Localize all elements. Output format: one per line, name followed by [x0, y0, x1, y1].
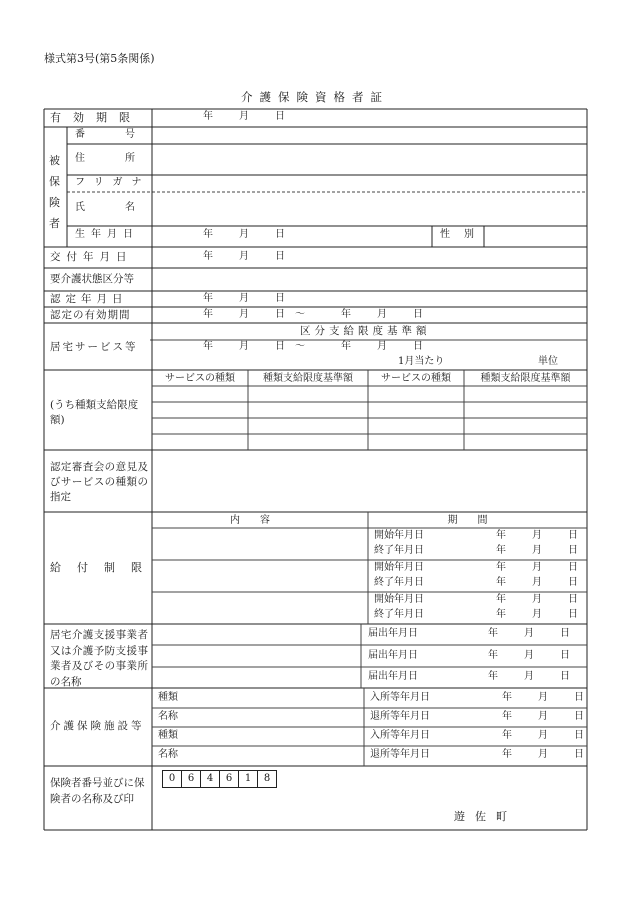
insurer-label: 保険者番号並びに保険者の名称及び印 — [50, 777, 145, 805]
insurer-digit-5: 1 — [238, 770, 258, 788]
discharge-date-label-1: 退所等年月日 — [370, 711, 430, 722]
unit-label: 単位 — [538, 356, 558, 367]
form-number: 様式第3号(第5条関係) — [44, 52, 155, 65]
support-provider-label: 居宅介護支援事業者又は介護予防支援事業者及びその事業所の名称 — [50, 629, 148, 688]
notification-date-label-1: 届出年月日 — [368, 628, 418, 639]
period-header: 期間 — [447, 515, 508, 526]
document-title: 介護保険資格者証 — [241, 90, 389, 104]
start-date-value: 年 月 日 — [496, 594, 578, 605]
insurer-digit-3: 4 — [200, 770, 220, 788]
insurer-digit-1: 0 — [162, 770, 182, 788]
issue-date-label: 交付年月日 — [50, 251, 133, 263]
committee-opinion-label: 認定審査会の意見及びサービスの種類の指定 — [50, 461, 148, 503]
admission-date-value-2[interactable]: 年 月 日 — [502, 730, 584, 741]
type-limit-header-1: 種類支給限度基準額 — [263, 373, 353, 384]
birthdate-value[interactable]: 年 月 日 — [203, 229, 285, 240]
service-type-header-1: サービスの種類 — [165, 373, 235, 384]
insurer-digit-4: 6 — [219, 770, 239, 788]
end-date-label: 終了年月日 — [374, 609, 424, 620]
per-month-label: 1月当たり — [398, 356, 445, 367]
start-date-label: 開始年月日 — [374, 562, 424, 573]
insurer-digit-2: 6 — [181, 770, 201, 788]
furigana-label: フリガナ — [75, 177, 151, 188]
discharge-date-value-2[interactable]: 年 月 日 — [502, 749, 584, 760]
address-label: 住所 — [75, 153, 175, 164]
end-date-value: 年 月 日 — [496, 577, 578, 588]
validity-date[interactable]: 年 月 日 — [203, 111, 285, 122]
insurer-digit-6: 8 — [257, 770, 277, 788]
type-limit-label: (うち種類支給限度額) — [50, 399, 139, 426]
end-date-label: 終了年月日 — [374, 545, 424, 556]
limit-header: 区分支給限度基準額 — [300, 325, 431, 337]
notification-date-value-1[interactable]: 年 月 日 — [488, 628, 570, 639]
facility-name-1: 名称 — [158, 711, 178, 722]
content-header: 内容 — [230, 515, 290, 526]
cert-date-value[interactable]: 年 月 日 — [203, 293, 285, 304]
notification-date-value-2[interactable]: 年 月 日 — [488, 650, 570, 661]
cert-period-label: 認定の有効期間 — [50, 309, 131, 321]
name-label: 氏名 — [75, 202, 175, 213]
end-date-value: 年 月 日 — [496, 609, 578, 620]
facility-label: 介護保険施設等 — [50, 720, 145, 732]
notification-date-label-2: 届出年月日 — [368, 650, 418, 661]
end-date-label: 終了年月日 — [374, 577, 424, 588]
admission-date-label-2: 入所等年月日 — [370, 730, 430, 741]
birthdate-label: 生年月日 — [75, 229, 139, 240]
start-date-value: 年 月 日 — [496, 562, 578, 573]
service-type-header-2: サービスの種類 — [381, 373, 451, 384]
discharge-date-value-1[interactable]: 年 月 日 — [502, 711, 584, 722]
care-level-label: 要介護状態区分等 — [50, 273, 134, 285]
type-limit-header-2: 種類支給限度基準額 — [480, 373, 571, 384]
facility-kind-1: 種類 — [158, 692, 178, 703]
home-service-period[interactable]: 年 月 日 〜 年 月 日 — [203, 341, 423, 352]
discharge-date-label-2: 退所等年月日 — [370, 749, 430, 760]
benefit-limit-label: 給付制限 — [50, 561, 158, 574]
gender-label: 性別 — [440, 229, 488, 240]
cert-period-value[interactable]: 年 月 日 〜 年 月 日 — [203, 309, 423, 320]
notification-date-label-3: 届出年月日 — [368, 671, 418, 682]
start-date-label: 開始年月日 — [374, 594, 424, 605]
facility-name-2: 名称 — [158, 749, 178, 760]
admission-date-value-1[interactable]: 年 月 日 — [502, 692, 584, 703]
insured-vertical-label: 被 保 険 者 — [49, 154, 60, 230]
start-date-label: 開始年月日 — [374, 530, 424, 541]
validity-label: 有効期限 — [50, 111, 142, 124]
home-service-label: 居宅サービス等 — [50, 341, 138, 353]
start-date-value: 年 月 日 — [496, 530, 578, 541]
number-label: 番号 — [75, 129, 175, 140]
admission-date-label-1: 入所等年月日 — [370, 692, 430, 703]
cert-date-label: 認定年月日 — [50, 293, 128, 305]
notification-date-value-3[interactable]: 年 月 日 — [488, 671, 570, 682]
issue-date-value[interactable]: 年 月 日 — [203, 251, 285, 262]
insurer-name: 遊佐町 — [454, 810, 517, 823]
end-date-value: 年 月 日 — [496, 545, 578, 556]
facility-kind-2: 種類 — [158, 730, 178, 741]
